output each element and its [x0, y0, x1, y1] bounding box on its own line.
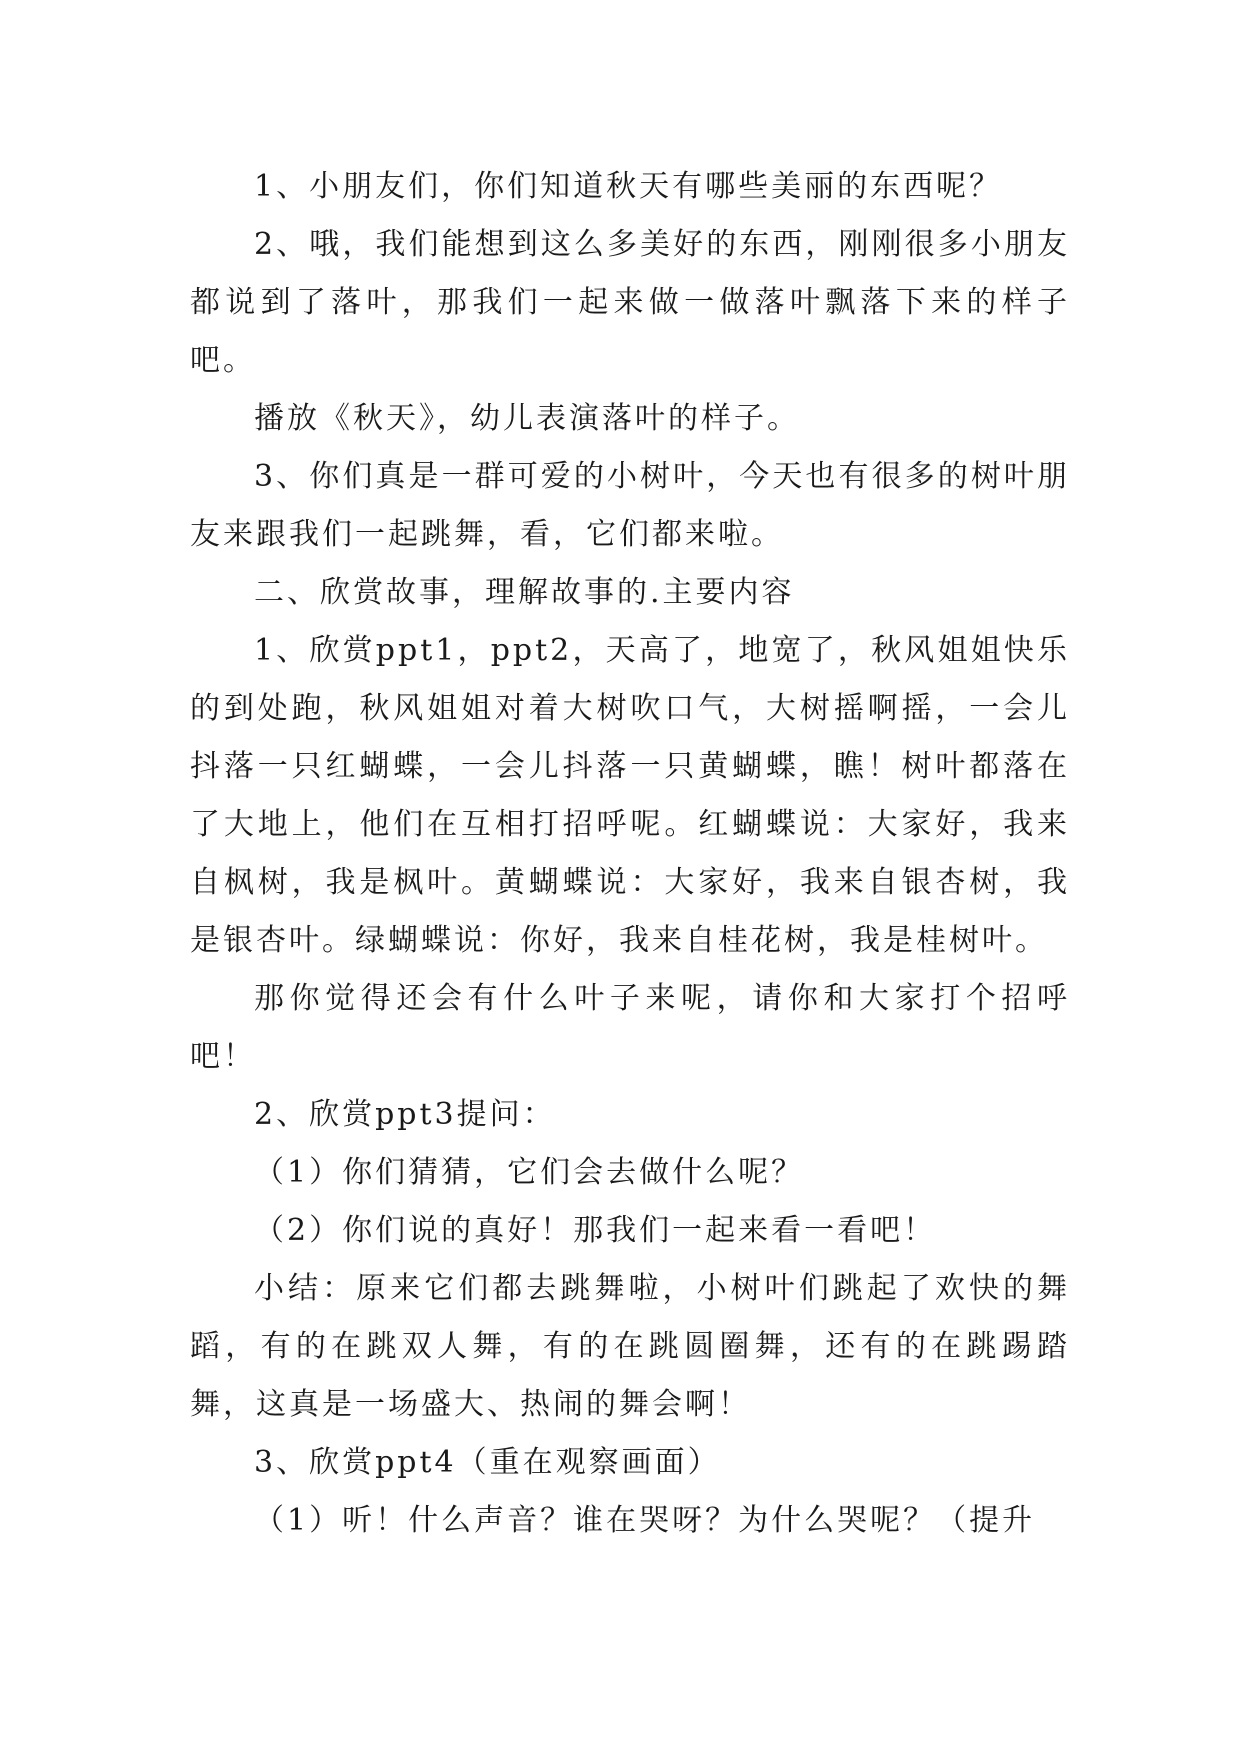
document-body	[190, 158, 1070, 1550]
paragraph-4: 3、你们真是一群可爱的小树叶，今天也有很多的树叶朋友来跟我们一起跳舞，看，它们都来啦。	[190, 459, 1070, 552]
paragraph-10: （2）你们说的真好！那我们一起来看一看吧！	[254, 1213, 937, 1248]
paragraph-1: 1、小朋友们，你们知道秋天有哪些美丽的东西呢？	[254, 169, 1003, 204]
paragraph-9: （1）你们猜猜，它们会去做什么呢？	[254, 1155, 805, 1190]
paragraph-6: 1、欣赏ppt1，ppt2，天高了，地宽了，秋风姐姐快乐的到处跑，秋风姐姐对着大树吹口气，大树摇啊摇，一会儿抖落一只红蝴蝶，一会儿抖落一只黄蝴蝶，瞧！树叶都落在了大地上，他们在互相打招呼呢。红蝴蝶说：大家好，我来自枫树，我是枫叶。黄蝴蝶说：大家好，我来自银杏树，我是银杏叶。绿蝴蝶说：你好，我来自桂花树，我是桂树叶。	[190, 633, 1070, 958]
paragraph-7: 那你觉得还会有什么叶子来呢，请你和大家打个招呼吧！	[190, 981, 1070, 1074]
section-heading: 二、欣赏故事，理解故事的.主要内容	[254, 575, 795, 610]
paragraph-13: （1）听！什么声音？谁在哭呀？为什么哭呢？（提升	[254, 1503, 1036, 1538]
paragraph-3: 播放《秋天》，幼儿表演落叶的样子。	[254, 401, 800, 436]
paragraph-12: 3、欣赏ppt4（重在观察画面）	[254, 1445, 721, 1480]
paragraph-11: 小结：原来它们都去跳舞啦，小树叶们跳起了欢快的舞蹈，有的在跳双人舞，有的在跳圆圈舞，还有的在跳踢踏舞，这真是一场盛大、热闹的舞会啊！	[190, 1271, 1070, 1422]
paragraph-8: 2、欣赏ppt3提问：	[254, 1097, 556, 1132]
paragraph-2: 2、哦，我们能想到这么多美好的东西，刚刚很多小朋友都说到了落叶，那我们一起来做一做落叶飘落下来的样子吧。	[190, 227, 1070, 378]
